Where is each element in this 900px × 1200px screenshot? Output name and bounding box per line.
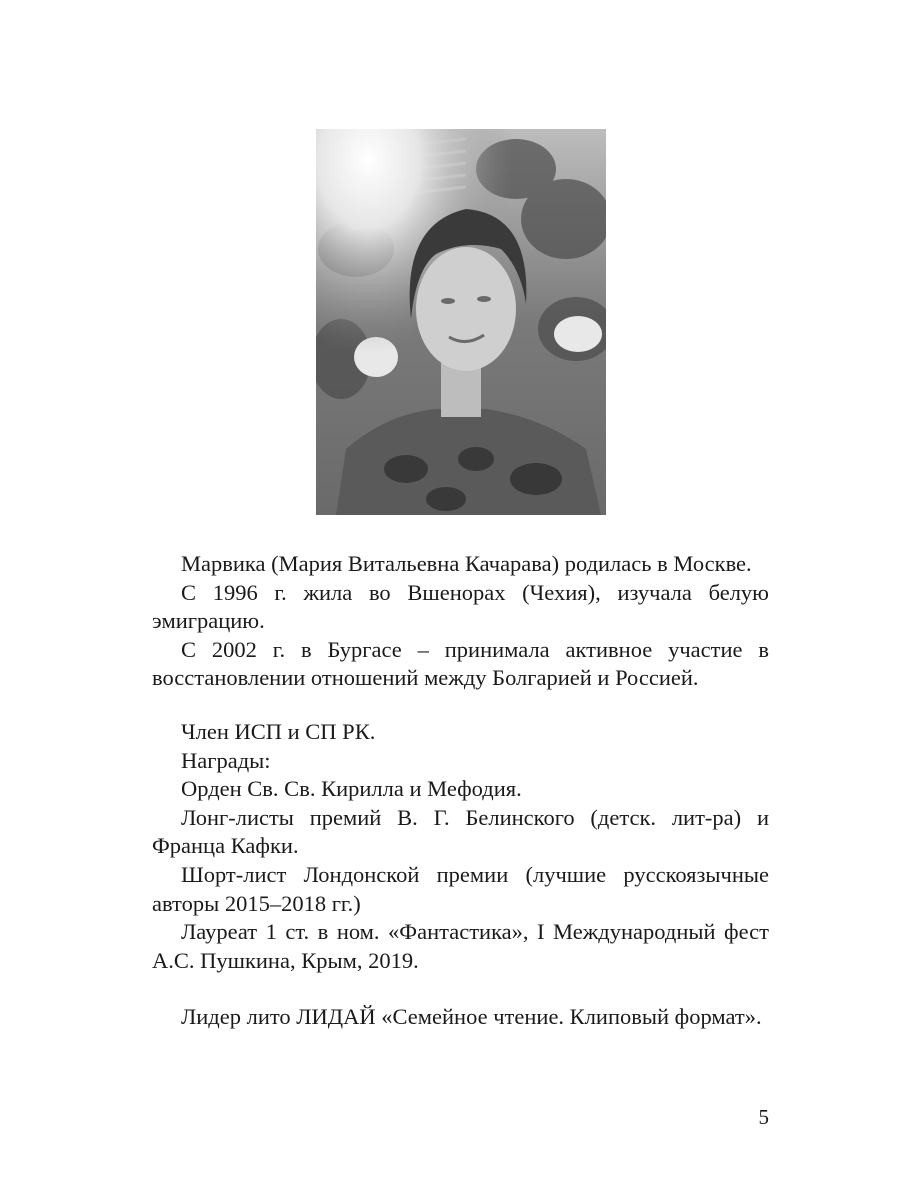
biography-section xyxy=(152,550,769,693)
award-shortlist: Шорт-лист Лондонской премии (лучшие русскоязычные авторы 2015–2018 гг.) xyxy=(152,861,769,916)
award-laureate: Лауреат 1 ст. в ном. «Фантастика», I Международный фест А.С. Пушкина, Крым, 2019. xyxy=(152,919,769,973)
bio-czech-paragraph: С 1996 г. жила во Вшенорах (Чехия), изучала белую эмиграцию. xyxy=(152,579,769,634)
author-portrait-photo xyxy=(316,129,606,515)
bio-burgas-paragraph: С 2002 г. в Бургасе – принимала активное участие в восстановлении отношений между Болгарией и Россией. xyxy=(152,636,769,691)
membership-line: Член ИСП и СП РК. xyxy=(181,719,376,744)
page-number: 5 xyxy=(758,1105,769,1129)
leader-section xyxy=(152,1003,769,1032)
awards-heading: Награды: xyxy=(181,747,271,773)
bio-birth-paragraph: Марвика (Мария Витальевна Качарава) родилась в Москве. xyxy=(181,551,752,576)
award-order: Орден Св. Св. Кирилла и Мефодия. xyxy=(181,776,522,802)
portrait-photo-icon xyxy=(316,129,606,515)
leader-line: Лидер лито ЛИДАЙ «Семейное чтение. Клиповый формат». xyxy=(181,1004,762,1029)
award-longlists: Лонг-листы премий В. Г. Белинского (детск. лит-ра) и Франца Кафки. xyxy=(152,804,769,859)
awards-section xyxy=(152,718,769,975)
